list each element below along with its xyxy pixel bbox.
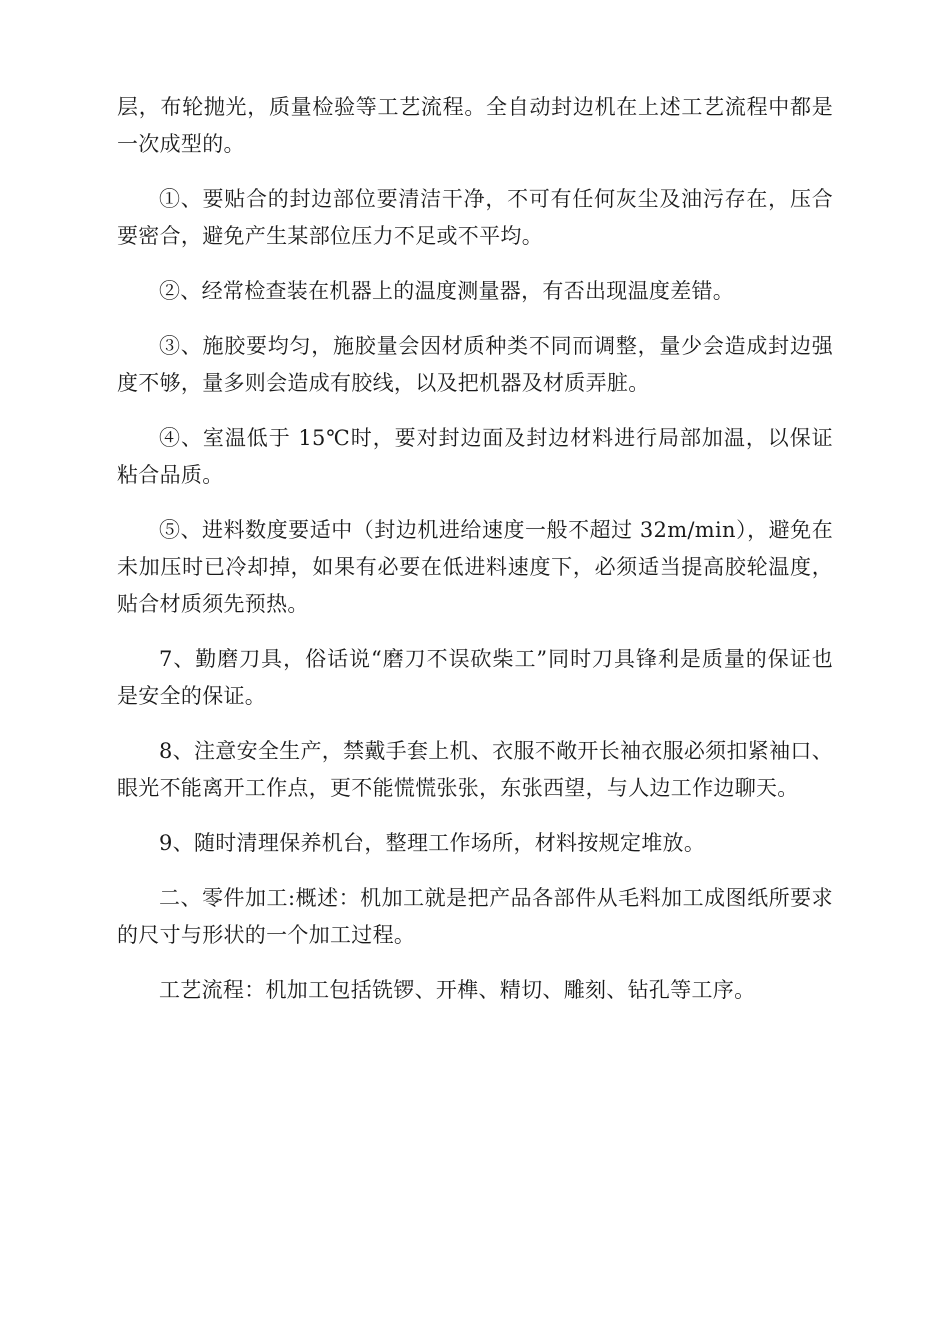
paragraph-item-1: ①、要贴合的封边部位要清洁干净，不可有任何灰尘及油污存在，压合要密合，避免产生某部位压力不足或不平均。 (117, 187, 833, 248)
paragraph-continuation: 层，布轮抛光，质量检验等工艺流程。全自动封边机在上述工艺流程中都是一次成型的。 (117, 95, 833, 156)
paragraph-item-8: 8、注意安全生产，禁戴手套上机、衣服不敞开长袖衣服必须扣紧袖口、眼光不能离开工作点，更不能慌慌张张，东张西望，与人边工作边聊天。 (117, 739, 833, 800)
paragraph-process-flow: 工艺流程：机加工包括铣锣、开榫、精切、雕刻、钻孔等工序。 (159, 978, 756, 1002)
paragraph-item-7: 7、勤磨刀具，俗话说“磨刀不误砍柴工”同时刀具锋利是质量的保证也是安全的保证。 (117, 647, 833, 708)
paragraph-section-parts-processing: 二、零件加工:概述：机加工就是把产品各部件从毛料加工成图纸所要求的尺寸与形状的一个加工过程。 (117, 886, 833, 947)
paragraph-item-9: 9、随时清理保养机台，整理工作场所，材料按规定堆放。 (159, 831, 706, 855)
paragraph-item-5: ⑤、进料数度要适中（封边机进给速度一般不超过 32m/min），避免在未加压时已冷却掉，如果有必要在低进料速度下，必须适当提高胶轮温度，贴合材质须先预热。 (117, 518, 833, 616)
paragraph-item-2: ②、经常检查装在机器上的温度测量器，有否出现温度差错。 (159, 279, 735, 303)
document-body (117, 89, 833, 1027)
paragraph-item-4: ④、室温低于 15℃时，要对封边面及封边材料进行局部加温，以保证粘合品质。 (117, 426, 833, 487)
paragraph-item-3: ③、施胶要均匀，施胶量会因材质种类不同而调整，量少会造成封边强度不够，量多则会造成有胶线，以及把机器及材质弄脏。 (117, 334, 833, 395)
